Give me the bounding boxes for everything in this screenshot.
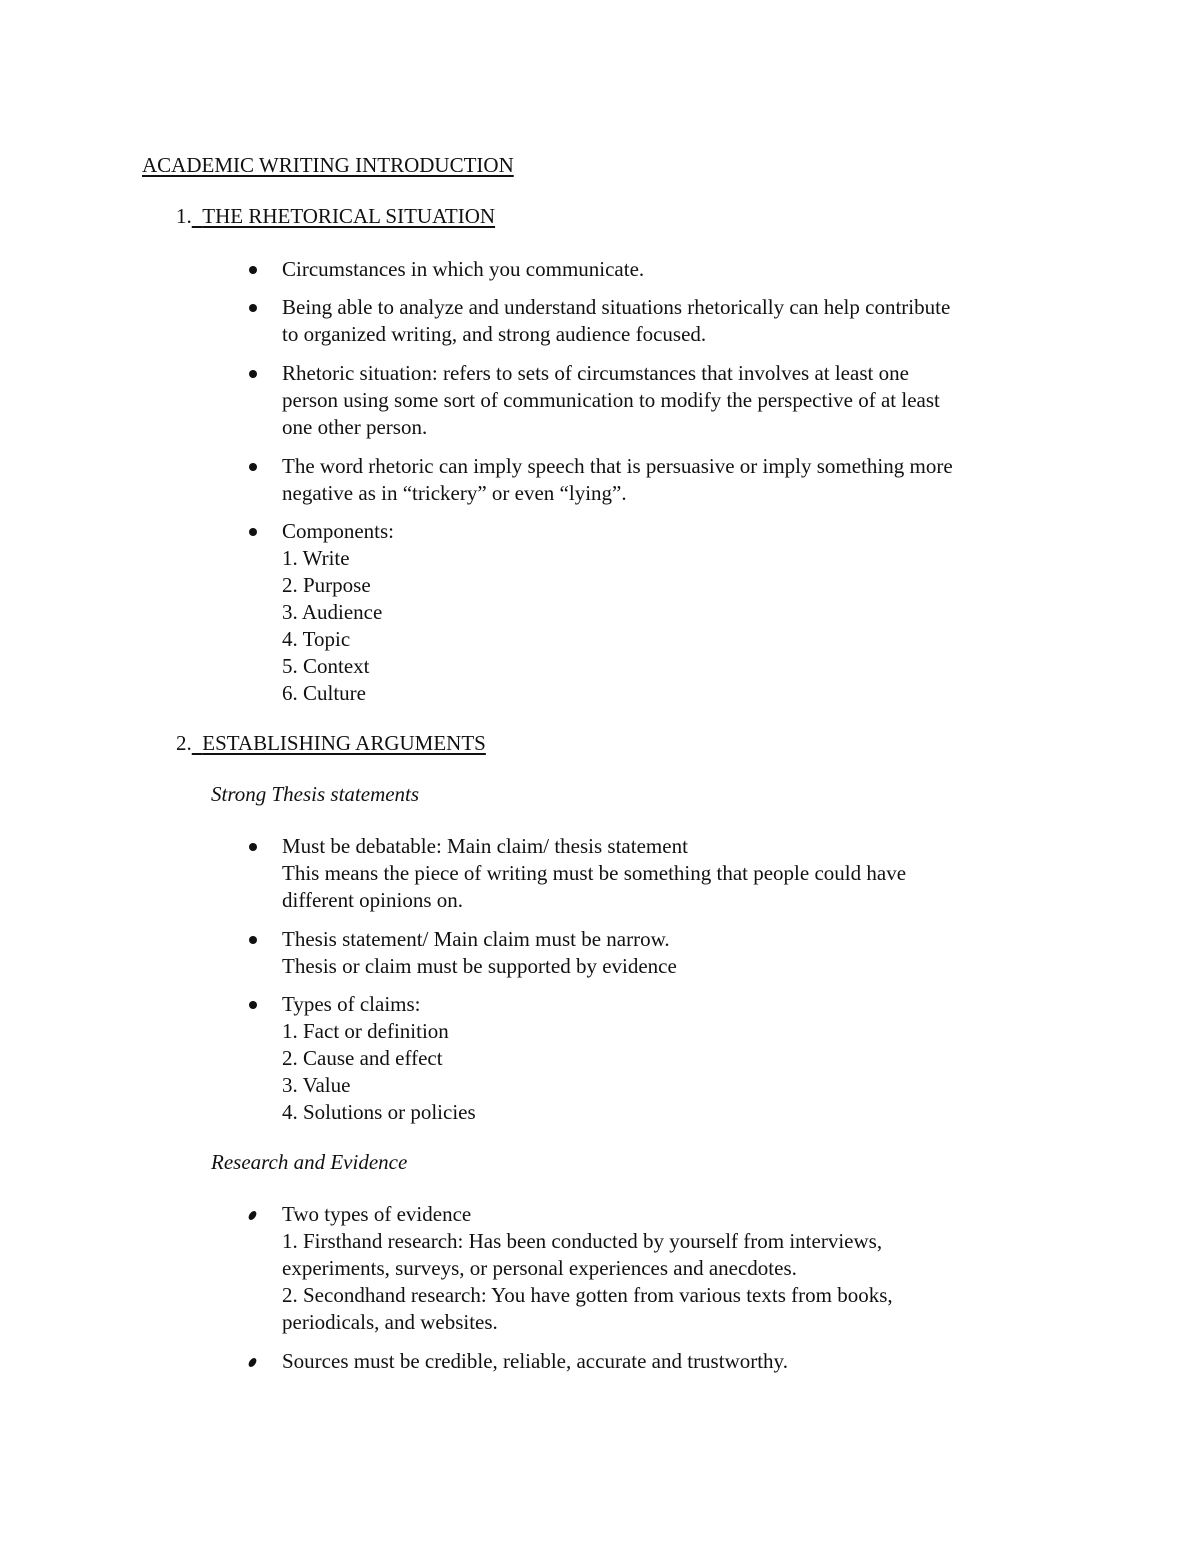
list-item-evidence-types: Two types of evidence 1. Firsthand research: Has been conducted by yourself from interviews, experiments, surveys, or personal experiences and anecdotes. 2. Secondhand research: You have gotten from various texts from books, periodicals, and websites. bbox=[282, 1201, 1082, 1336]
section-number: 1. bbox=[176, 204, 192, 228]
section-heading-rhetorical-situation bbox=[176, 204, 495, 229]
list-item: Rhetoric situation: refers to sets of circumstances that involves at least one person using some sort of communication to modify the perspective of at least one other person. bbox=[282, 360, 1082, 441]
list-item-claim-types: Types of claims: 1. Fact or definition 2. Cause and effect 3. Value 4. Solutions or policies bbox=[282, 991, 1082, 1126]
section-title: ESTABLISHING ARGUMENTS bbox=[202, 731, 486, 755]
section-heading-establishing-arguments bbox=[176, 731, 486, 756]
list-item: Must be debatable: Main claim/ thesis statement This means the piece of writing must be something that people could have different opinions on. bbox=[282, 833, 1082, 914]
list-item: Thesis statement/ Main claim must be narrow. Thesis or claim must be supported by evidence bbox=[282, 926, 1082, 980]
list-item: Being able to analyze and understand situations rhetorically can help contribute to organized writing, and strong audience focused. bbox=[282, 294, 1082, 348]
list-item: The word rhetoric can imply speech that is persuasive or imply something more negative as in “trickery” or even “lying”. bbox=[282, 453, 1082, 507]
section-title: THE RHETORICAL SITUATION bbox=[202, 204, 496, 228]
list-item: Circumstances in which you communicate. bbox=[282, 256, 1082, 283]
subheading-research-evidence: Research and Evidence bbox=[211, 1150, 408, 1174]
document-title: ACADEMIC WRITING INTRODUCTION bbox=[142, 153, 514, 177]
section-number: 2. bbox=[176, 731, 192, 755]
list-item-components: Components: 1. Write 2. Purpose 3. Audience 4. Topic 5. Context 6. Culture bbox=[282, 518, 1082, 707]
list-item: Sources must be credible, reliable, accurate and trustworthy. bbox=[282, 1348, 1082, 1375]
subheading-strong-thesis: Strong Thesis statements bbox=[211, 782, 420, 806]
